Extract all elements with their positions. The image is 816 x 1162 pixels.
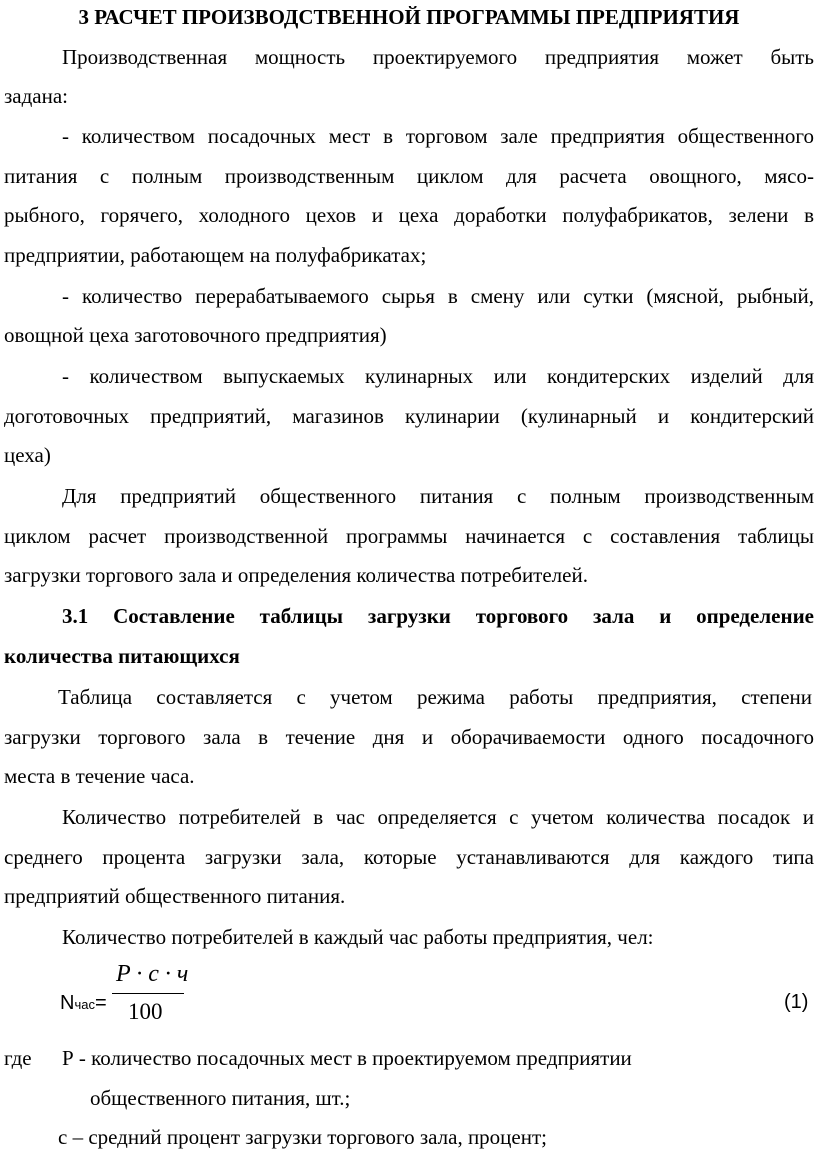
subsection-heading: 3.1 Составление таблицы загрузки торгового зала и определение	[62, 604, 814, 628]
paragraph-line: среднего процента загрузки зала, которые устанавливаются для каждого типа	[4, 845, 814, 869]
formula-symbol: N	[60, 992, 75, 1014]
formula-denominator: 100	[128, 999, 163, 1024]
where-definition: общественного питания, шт.;	[90, 1086, 351, 1110]
paragraph-line: задана:	[4, 84, 69, 108]
formula-subscript: час	[74, 997, 95, 1012]
formula-lhs	[60, 992, 107, 1015]
formula-equals: =	[94, 992, 107, 1014]
paragraph-line: Для предприятий общественного питания с полным производственным	[62, 484, 814, 508]
paragraph-line: Количество потребителей в каждый час работы предприятия, чел:	[62, 925, 654, 949]
paragraph-line: рыбного, горячего, холодного цехов и цеха доработки полуфабрикатов, зелени в	[4, 203, 814, 227]
subsection-heading: количества питающихся	[4, 644, 240, 668]
paragraph-line: питания с полным производственным циклом для расчета овощного, мясо-	[4, 164, 814, 188]
paragraph-line: циклом расчет производственной программы начинается с составления таблицы	[4, 524, 814, 548]
paragraph-line: - количеством посадочных мест в торговом зале предприятия общественного	[62, 124, 814, 148]
section-heading: 3 РАСЧЕТ ПРОИЗВОДСТВЕННОЙ ПРОГРАММЫ ПРЕДПРИЯТИЯ	[78, 5, 740, 29]
formula-numerator: P · c · ч	[116, 961, 189, 987]
paragraph-line: предприятий общественного питания.	[4, 884, 346, 908]
paragraph-line: овощной цеха заготовочного предприятия)	[4, 323, 387, 347]
where-definition: Р - количество посадочных мест в проектируемом предприятии	[62, 1046, 632, 1070]
paragraph-line: места в течение часа.	[4, 764, 195, 788]
paragraph-line: предприятии, работающем на полуфабрикатах;	[4, 243, 427, 267]
paragraph-line: - количеством выпускаемых кулинарных или кондитерских изделий для	[62, 364, 814, 388]
paragraph-line: Таблица составляется с учетом режима работы предприятия, степени	[58, 685, 812, 709]
where-definition: с – средний процент загрузки торгового зала, процент;	[58, 1125, 547, 1149]
where-word: где	[4, 1046, 32, 1070]
paragraph-line: - количество перерабатываемого сырья в смену или сутки (мясной, рыбный,	[62, 284, 814, 308]
paragraph-line: доготовочных предприятий, магазинов кулинарии (кулинарный и кондитерский	[4, 404, 814, 428]
paragraph-line: загрузки торгового зала в течение дня и оборачиваемости одного посадочного	[4, 725, 814, 749]
paragraph-line: Производственная мощность проектируемого предприятия может быть	[62, 45, 814, 69]
paragraph-line: Количество потребителей в час определяется с учетом количества посадок и	[62, 805, 814, 829]
fraction-bar	[112, 993, 184, 994]
paragraph-line: загрузки торгового зала и определения количества потребителей.	[4, 563, 588, 587]
formula-number: (1)	[784, 991, 809, 1013]
paragraph-line: цеха)	[4, 443, 51, 467]
